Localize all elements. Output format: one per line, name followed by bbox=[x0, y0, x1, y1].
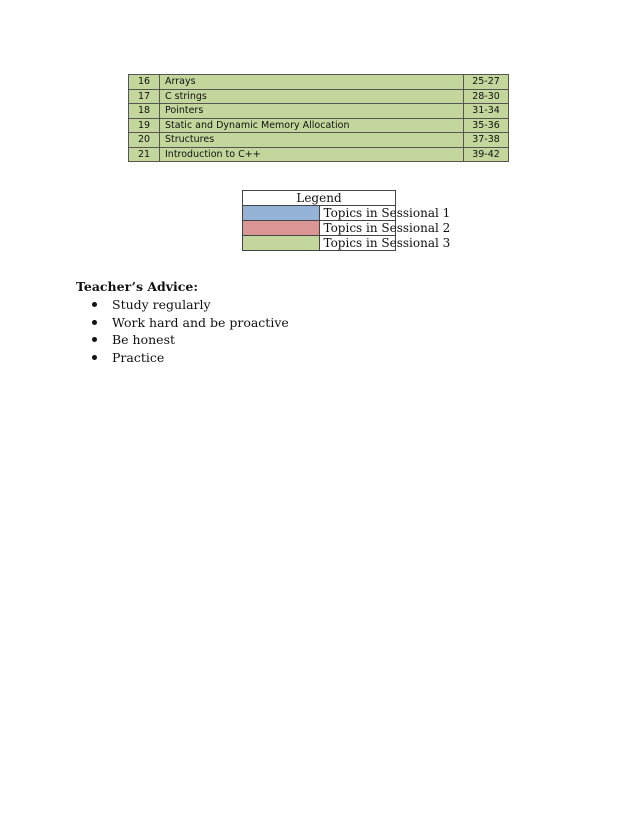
bullet-icon bbox=[92, 320, 97, 325]
legend-swatch-sessional-2 bbox=[243, 221, 320, 236]
bullet-icon bbox=[92, 355, 97, 360]
topics-table-body bbox=[129, 75, 509, 162]
topic-title: Arrays bbox=[160, 75, 464, 90]
list-item bbox=[90, 314, 289, 332]
table-row bbox=[129, 133, 509, 148]
topic-pages: 35-36 bbox=[464, 118, 509, 133]
topic-number: 21 bbox=[129, 147, 160, 162]
topic-pages: 39-42 bbox=[464, 147, 509, 162]
topic-pages: 31-34 bbox=[464, 104, 509, 119]
advice-heading: Teacher’s Advice: bbox=[76, 279, 198, 294]
topic-title: Pointers bbox=[160, 104, 464, 119]
legend-row bbox=[243, 236, 396, 251]
legend-table-body bbox=[243, 191, 451, 251]
legend-swatch-sessional-3 bbox=[243, 236, 320, 251]
advice-list bbox=[90, 296, 289, 367]
topic-pages: 28-30 bbox=[464, 89, 509, 104]
table-row bbox=[129, 75, 509, 90]
legend-title: Legend bbox=[243, 191, 396, 206]
topics-table bbox=[128, 74, 509, 162]
topic-number: 16 bbox=[129, 75, 160, 90]
list-item bbox=[90, 296, 289, 314]
advice-item-text: Study regularly bbox=[112, 297, 211, 312]
topic-title: Static and Dynamic Memory Allocation bbox=[160, 118, 464, 133]
legend-row bbox=[243, 206, 396, 221]
topic-number: 20 bbox=[129, 133, 160, 148]
list-item bbox=[90, 349, 289, 367]
legend-label: Topics in Sessional 2 bbox=[319, 221, 396, 236]
legend-row bbox=[243, 221, 396, 236]
topic-pages: 25-27 bbox=[464, 75, 509, 90]
topic-number: 17 bbox=[129, 89, 160, 104]
bullet-icon bbox=[92, 302, 97, 307]
advice-item-text: Work hard and be proactive bbox=[112, 314, 289, 330]
table-row bbox=[129, 89, 509, 104]
legend-label: Topics in Sessional 1 bbox=[319, 206, 396, 221]
topic-title: Structures bbox=[160, 133, 464, 148]
legend-label: Topics in Sessional 3 bbox=[319, 236, 396, 251]
topic-title: C strings bbox=[160, 89, 464, 104]
table-row bbox=[129, 147, 509, 162]
topic-number: 19 bbox=[129, 118, 160, 133]
topic-title: Introduction to C++ bbox=[160, 147, 464, 162]
legend-table bbox=[242, 190, 451, 251]
bullet-icon bbox=[92, 337, 97, 342]
advice-item-text: Be honest bbox=[112, 332, 176, 348]
legend-header-row bbox=[243, 191, 396, 206]
topic-number: 18 bbox=[129, 104, 160, 119]
legend-swatch-sessional-1 bbox=[243, 206, 320, 221]
list-item bbox=[90, 331, 289, 349]
topic-pages: 37-38 bbox=[464, 133, 509, 148]
table-row bbox=[129, 118, 509, 133]
advice-item-text: Practice bbox=[112, 350, 165, 366]
table-row bbox=[129, 104, 509, 119]
